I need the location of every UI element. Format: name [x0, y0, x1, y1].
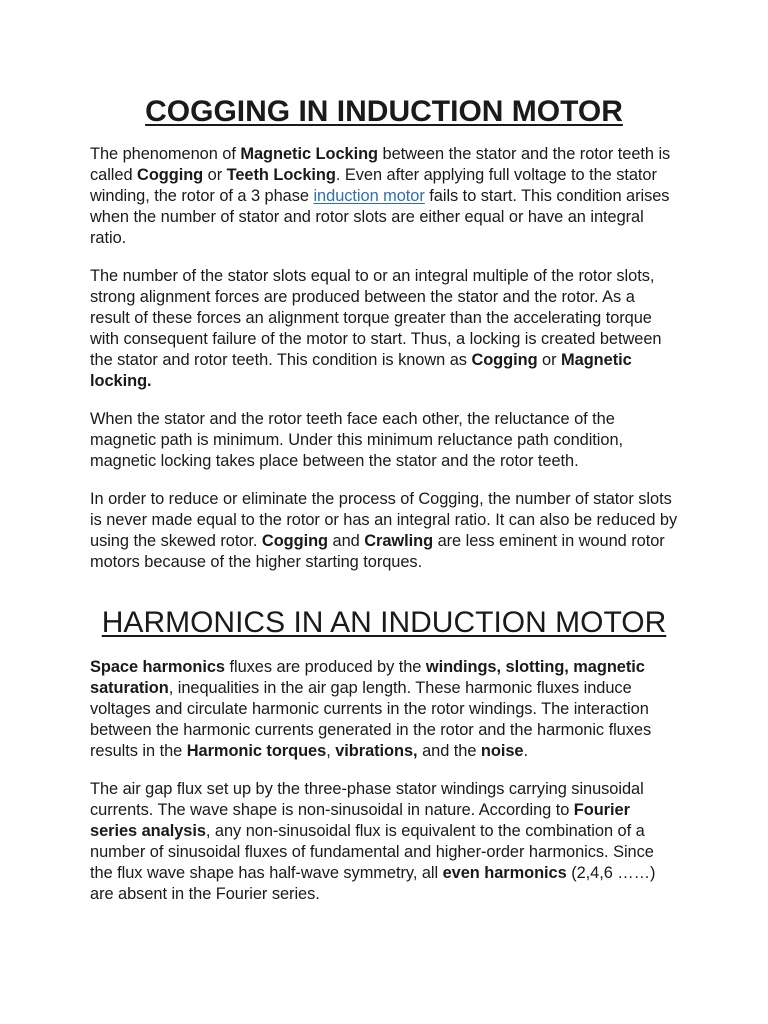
- text: fails to start. This condition arises when the number of stator and rotor slots are either equal or have an integral ratio.: [90, 187, 670, 247]
- bold-term: noise: [480, 742, 524, 760]
- text: , inequalities in the air gap length. These harmonic fluxes induce voltages and circulate harmonic currents in the rotor windings. The interaction between the harmonic currents generated in the rotor and the harmonic fluxes results in the: [90, 679, 652, 760]
- text: , any non-sinusoidal flux is equivalent to the combination of a number of sinusoidal fluxes of fundamental and higher-order harmonics. Since the flux wave shape has half-wave symmetry, all: [90, 822, 654, 882]
- text: The number of the stator slots equal to or an integral multiple of the rotor slots, strong alignment forces are produced between the stator and the rotor. As a result of these forces an alignment torque greater than the accelerating torque with consequent failure of the motor to start. Thus, a locking is created between the stator and rotor teeth. This condition is known as: [90, 267, 662, 369]
- text: are less eminent in wound rotor motors because of the higher starting torques.: [90, 532, 665, 571]
- text: In order to reduce or eliminate the process of Cogging, the number of stator slots is never made equal to the rotor or has an integral ratio. It can also be reduced by using the skewed rotor.: [90, 490, 678, 550]
- induction-motor-link[interactable]: induction motor: [313, 187, 425, 205]
- cogging-paragraph-4: [90, 489, 678, 573]
- bold-term: Magnetic locking.: [90, 351, 632, 390]
- harmonics-heading: HARMONICS IN AN INDUCTION MOTOR: [101, 606, 667, 639]
- bold-term: vibrations,: [335, 742, 418, 760]
- bold-term: Space harmonics: [90, 658, 225, 676]
- bold-term: windings, slotting, magnetic saturation: [90, 658, 645, 697]
- text: and the: [417, 742, 481, 760]
- text: or: [203, 166, 227, 184]
- text: between the stator and the rotor teeth is called: [90, 145, 671, 184]
- cogging-paragraph-3: [90, 409, 678, 472]
- bold-term: even harmonics: [442, 864, 567, 882]
- text: When the stator and the rotor teeth face each other, the reluctance of the magnetic path is minimum. Under this minimum reluctance path condition, magnetic locking takes place between the stator and the rotor teeth.: [90, 410, 624, 470]
- harmonics-paragraph-2: [90, 779, 678, 905]
- text: .: [523, 742, 528, 760]
- bold-term: Harmonic torques: [186, 742, 327, 760]
- text: or: [537, 351, 562, 369]
- cogging-heading: COGGING IN INDUCTION MOTOR: [145, 95, 623, 128]
- text: fluxes are produced by the: [225, 658, 426, 676]
- text: . Even after applying full voltage to the stator winding, the rotor of a 3 phase: [90, 166, 657, 205]
- text: ,: [326, 742, 336, 760]
- cogging-paragraph-1: [90, 144, 678, 249]
- bold-term: Cogging: [471, 351, 538, 369]
- bold-term: Cogging: [261, 532, 329, 550]
- text: The phenomenon of: [90, 145, 241, 163]
- text: The air gap flux set up by the three-phase stator windings carrying sinusoidal currents. The wave shape is non-sinusoidal in nature. According to: [90, 780, 644, 819]
- bold-term: Fourier series analysis: [90, 801, 630, 840]
- bold-term: Magnetic Locking: [240, 145, 378, 163]
- text: and: [328, 532, 365, 550]
- harmonics-paragraph-1: [90, 657, 678, 762]
- cogging-paragraph-2: [90, 266, 678, 392]
- bold-term: Cogging: [137, 166, 204, 184]
- bold-term: Crawling: [364, 532, 434, 550]
- text: (2,4,6 ……) are absent in the Fourier series.: [90, 864, 656, 903]
- bold-term: Teeth Locking: [226, 166, 336, 184]
